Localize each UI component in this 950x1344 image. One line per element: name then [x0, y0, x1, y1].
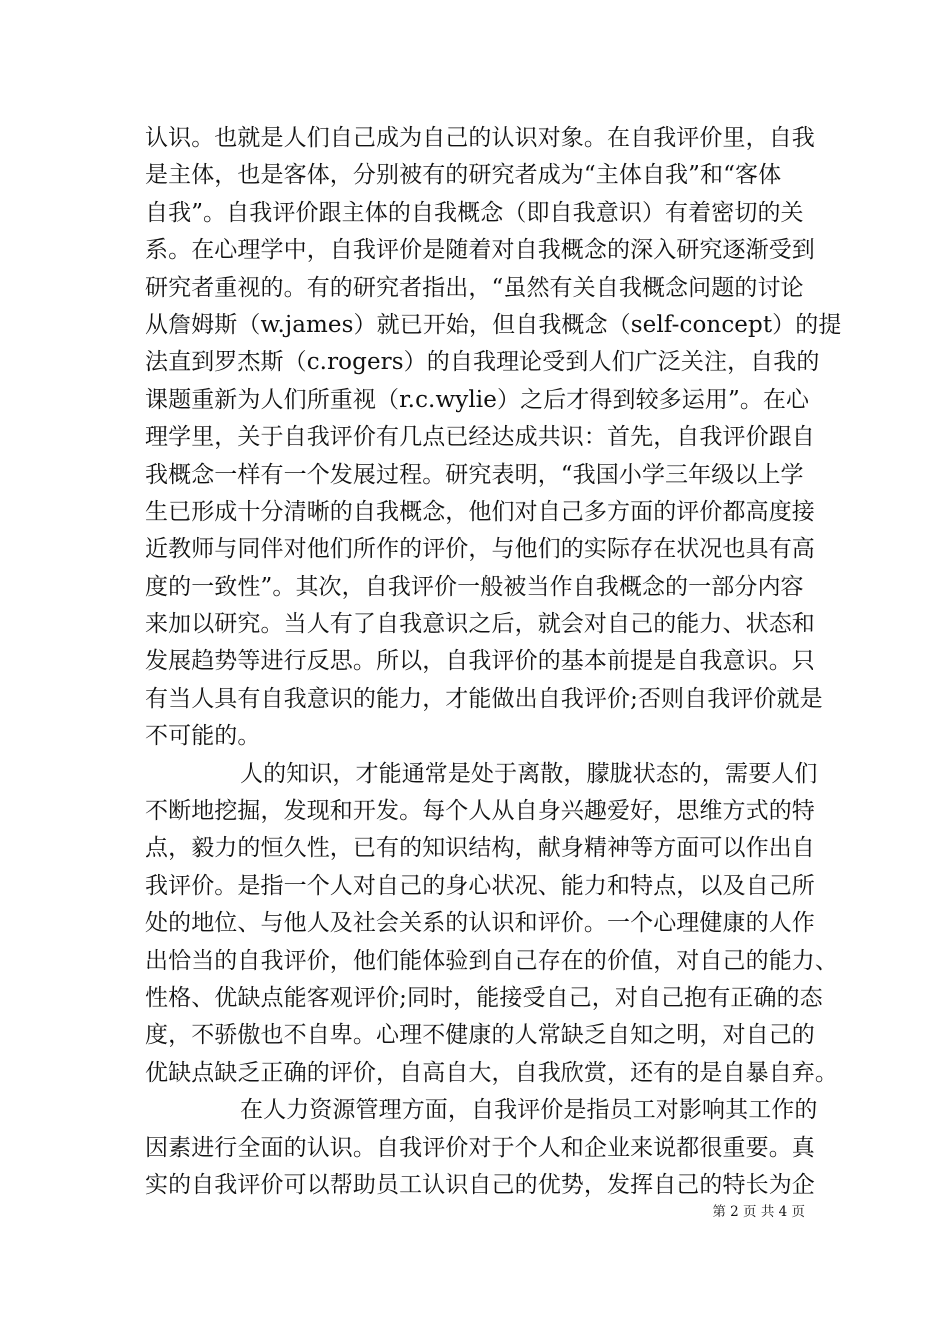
text-line: 点，毅力的恒久性，已有的知识结构，献身精神等方面可以作出自 [145, 835, 815, 862]
text-line: 我概念一样有一个发展过程。研究表明，“我国小学三年级以上学 [145, 461, 804, 488]
text-line: 度，不骄傲也不自卑。心理不健康的人常缺乏自知之明，对自己的 [145, 1022, 815, 1049]
text-line: 理学里，关于自我评价有几点已经达成共识：首先，自我评价跟自 [145, 424, 815, 451]
text-line: 研究者重视的。有的研究者指出，“虽然有关自我概念问题的讨论 [145, 274, 804, 301]
text-line: 从詹姆斯（w.james）就已开始，但自我概念（self-concept）的提 [145, 311, 842, 338]
paragraph [145, 120, 842, 756]
text-line: 处的地位、与他人及社会关系的认识和评价。一个心理健康的人作 [145, 910, 815, 937]
text-line: 系。在心理学中，自我评价是随着对自我概念的深入研究逐渐受到 [145, 237, 815, 264]
text-line: 性格、优缺点能客观评价;同时，能接受自己，对自己抱有正确的态 [145, 984, 823, 1011]
text-line: 因素进行全面的认识。自我评价对于个人和企业来说都很重要。真 [145, 1134, 815, 1161]
text-line: 近教师与同伴对他们所作的评价，与他们的实际存在状况也具有高 [145, 536, 815, 563]
text-line: 在人力资源管理方面，自我评价是指员工对影响其工作的 [240, 1097, 818, 1124]
text-line: 不可能的。 [145, 723, 261, 750]
text-line: 实的自我评价可以帮助员工认识自己的优势，发挥自己的特长为企 [145, 1171, 815, 1198]
text-line: 是主体，也是客体，分别被有的研究者成为“主体自我”和“客体 [145, 162, 782, 189]
text-line: 人的知识，才能通常是处于离散，朦胧状态的，需要人们 [240, 760, 818, 787]
text-line: 优缺点缺乏正确的评价，自高自大，自我欣赏，还有的是自暴自弃。 [145, 1059, 838, 1086]
paragraph [145, 1092, 825, 1204]
text-line: 来加以研究。当人有了自我意识之后，就会对自己的能力、状态和 [145, 611, 815, 638]
text-line: 发展趋势等进行反思。所以，自我评价的基本前提是自我意识。只 [145, 648, 815, 675]
text-line: 不断地挖掘，发现和开发。每个人从自身兴趣爱好，思维方式的特 [145, 798, 815, 825]
text-line: 课题重新为人们所重视（r.c.wylie）之后才得到较多运用”。在心 [145, 386, 810, 413]
text-line: 有当人具有自我意识的能力，才能做出自我评价;否则自我评价就是 [145, 685, 823, 712]
text-line: 我评价。是指一个人对自己的身心状况、能力和特点，以及自己所 [145, 872, 815, 899]
text-line: 出恰当的自我评价，他们能体验到自己存在的价值，对自己的能力、 [145, 947, 838, 974]
text-line: 法直到罗杰斯（c.rogers）的自我理论受到人们广泛关注，自我的 [145, 349, 820, 376]
text-line: 生已形成十分清晰的自我概念，他们对自己多方面的评价都高度接 [145, 498, 815, 525]
text-line: 自我”。自我评价跟主体的自我概念（即自我意识）有着密切的关 [145, 199, 804, 226]
page-number: 第 2 页 共 4 页 [712, 1204, 805, 1220]
text-line: 认识。也就是人们自己成为自己的认识对象。在自我评价里，自我 [145, 125, 815, 151]
paragraph [145, 756, 838, 1093]
text-line: 度的一致性”。其次，自我评价一般被当作自我概念的一部分内容 [145, 573, 804, 600]
body-text [145, 120, 842, 1204]
